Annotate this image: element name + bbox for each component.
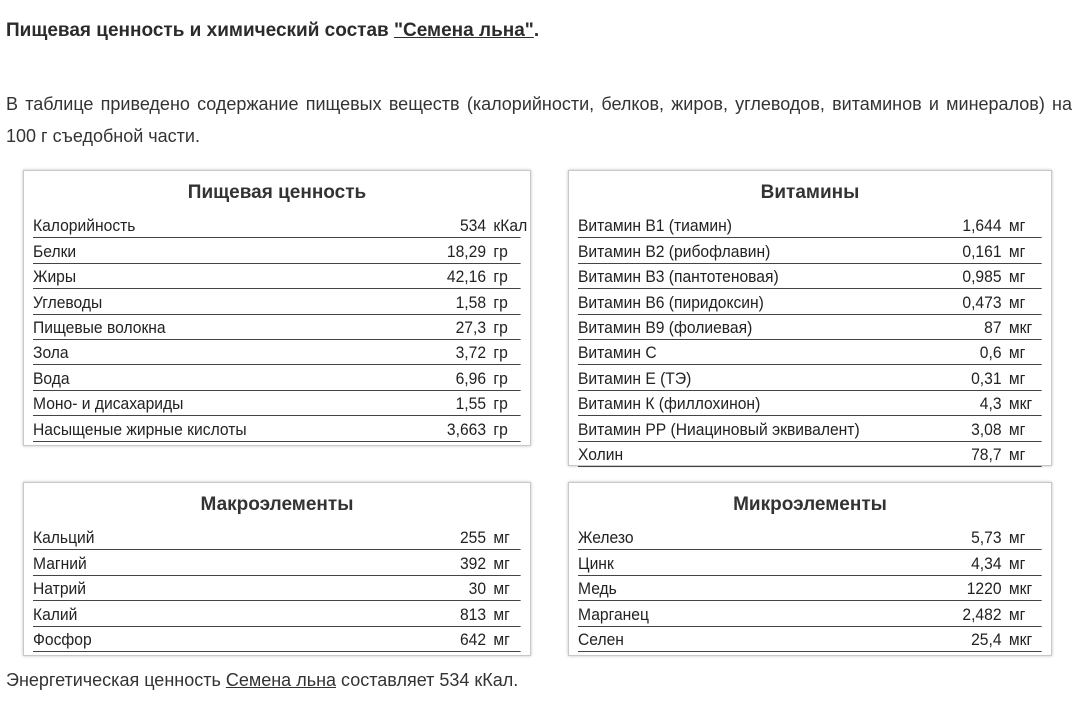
page-title: Пищевая ценность и химический состав "Семена льна". [6,20,540,41]
nutrient-value: 3,72 [455,343,487,363]
nutrient-name: Углеводы [33,292,103,312]
table-row [578,576,1042,601]
table-row [578,340,1042,365]
nutrient-unit: гр [493,419,508,439]
nutrient-name: Селен [578,629,624,649]
nutrient-unit: мг [1008,241,1026,261]
nutrient-name: Белки [33,241,77,261]
nutrient-unit: гр [493,292,508,312]
nutrient-value: 1,644 [962,216,1002,236]
table-row [578,601,1042,626]
nutrient-name: Железо [578,528,634,548]
nutrient-name: Кальций [33,528,95,548]
nutrient-value: 1220 [966,579,1002,599]
nutrient-name: Пищевые волокна [33,317,166,337]
nutrient-name: Витамин В3 (пантотеновая) [578,267,779,287]
table-row [33,340,521,365]
nutrient-value: 0,161 [962,241,1002,261]
nutrient-name: Медь [578,579,617,599]
table-row [578,315,1042,340]
nutrient-value: 0,6 [979,343,1002,363]
table-title: Макроэлементы [200,494,354,515]
microelements-table [568,482,1052,656]
product-link[interactable]: "Семена льна" [394,20,534,41]
nutrient-unit: мг [1008,553,1026,573]
nutrient-name: Витамин Е (ТЭ) [578,368,692,388]
nutrient-unit: гр [493,267,508,287]
nutrient-value: 42,16 [446,267,487,287]
macroelements-table [23,482,531,656]
nutrient-value: 25,4 [971,629,1002,649]
nutrient-unit: мг [1008,368,1026,388]
nutrient-value: 30 [468,579,487,599]
table-row [578,238,1042,263]
nutrient-unit: мг [1008,216,1026,236]
nutrient-value: 255 [459,528,487,548]
table-row [33,315,521,340]
nutrient-name: Витамин В9 (фолиевая) [578,317,753,337]
nutrient-name: Насыщеные жирные кислоты [33,419,247,439]
nutrient-name: Магний [33,553,87,573]
nutrient-value: 6,96 [455,368,487,388]
table-row [33,289,521,314]
table-row [33,416,521,441]
nutrient-name: Витамин C [578,343,657,363]
table-row [33,627,521,652]
nutrient-unit: мг [1008,604,1026,624]
nutrient-value: 392 [459,553,487,573]
nutrient-unit: мг [493,553,510,573]
table-row [578,627,1042,652]
nutrient-unit: мкг [1008,394,1033,414]
nutrient-value: 2,482 [962,604,1002,624]
nutrient-name: Витамин РР (Ниациновый эквивалент) [578,419,860,439]
nutrient-value: 534 [459,216,487,236]
nutrient-name: Витамин К (филлохинон) [578,394,761,414]
nutrient-name: Калорийность [33,216,136,236]
table-row [33,601,521,626]
nutrient-unit: мкг [1008,317,1033,337]
nutrient-unit: гр [493,368,508,388]
table-row [578,365,1042,390]
nutrient-unit: мг [493,604,510,624]
nutrient-unit: кКал [493,216,528,236]
table-row [578,289,1042,314]
nutrient-unit: мг [1008,444,1026,464]
nutrient-unit: мг [493,579,510,599]
nutrient-unit: мг [1008,528,1026,548]
table-row [33,525,521,550]
nutrient-unit: гр [493,343,508,363]
table-row [578,391,1042,416]
nutrient-value: 1,58 [455,292,487,312]
energy-summary: Энергетическая ценность Семена льна составляет 534 кКал. [6,670,519,690]
table-row [578,264,1042,289]
nutrient-name: Витамин В6 (пиридоксин) [578,292,764,312]
table-title: Витамины [760,182,860,203]
nutrient-value: 78,7 [971,444,1002,464]
nutrient-name: Вода [33,368,70,388]
nutrient-value: 18,29 [446,241,487,261]
table-row [33,365,521,390]
nutrition-table [23,170,531,446]
nutrient-name: Марганец [578,604,649,624]
table-title: Пищевая ценность [187,182,367,203]
nutrient-name: Фосфор [33,629,92,649]
nutrient-unit: гр [493,394,508,414]
nutrient-value: 27,3 [455,317,487,337]
nutrient-value: 5,73 [971,528,1002,548]
nutrient-unit: мкг [1008,629,1033,649]
nutrient-unit: мг [1008,343,1026,363]
nutrient-name: Моно- и дисахариды [33,394,184,414]
table-row [33,576,521,601]
nutrient-name: Натрий [33,579,86,599]
table-row [578,416,1042,441]
nutrient-name: Жиры [33,267,77,287]
table-row [578,525,1042,550]
nutrient-name: Цинк [578,553,614,573]
nutrient-name: Витамин В1 (тиамин) [578,216,732,236]
table-title: Микроэлементы [733,494,887,515]
nutrient-value: 3,08 [971,419,1002,439]
nutrient-value: 0,985 [962,267,1002,287]
nutrient-name: Зола [33,343,69,363]
table-row [33,238,521,263]
table-row [33,550,521,575]
nutrient-value: 0,473 [962,292,1002,312]
intro-paragraph: В таблице приведено содержание пищевых веществ (калорийности, белков, жиров, углеводов, витаминов и минералов) на 100 г съедобной части. [6,94,1072,146]
nutrient-value: 3,663 [446,419,487,439]
nutrient-name: Витамин В2 (рибофлавин) [578,241,771,261]
table-row [33,213,528,238]
nutrient-name: Калий [33,604,78,624]
nutrient-unit: мг [1008,292,1026,312]
nutrient-value: 642 [459,629,487,649]
nutrient-value: 4,34 [971,553,1002,573]
table-row [578,213,1042,238]
table-row [33,391,521,416]
nutrient-unit: мкг [1008,579,1033,599]
table-row [578,550,1042,575]
nutrient-value: 813 [459,604,487,624]
nutrient-unit: мг [493,528,510,548]
nutrient-value: 87 [984,317,1002,337]
nutrient-unit: мг [1008,267,1026,287]
table-row [578,442,1042,467]
product-link-footer[interactable]: Семена льна [225,670,337,690]
nutrient-unit: гр [493,317,508,337]
nutrient-unit: мг [1008,419,1026,439]
vitamins-table [568,170,1052,466]
nutrient-name: Холин [578,444,624,464]
nutrient-value: 1,55 [455,394,487,414]
table-row [33,264,521,289]
nutrient-unit: мг [493,629,510,649]
nutrient-value: 4,3 [979,394,1002,414]
nutrient-value: 0,31 [971,368,1002,388]
nutrient-unit: гр [493,241,508,261]
